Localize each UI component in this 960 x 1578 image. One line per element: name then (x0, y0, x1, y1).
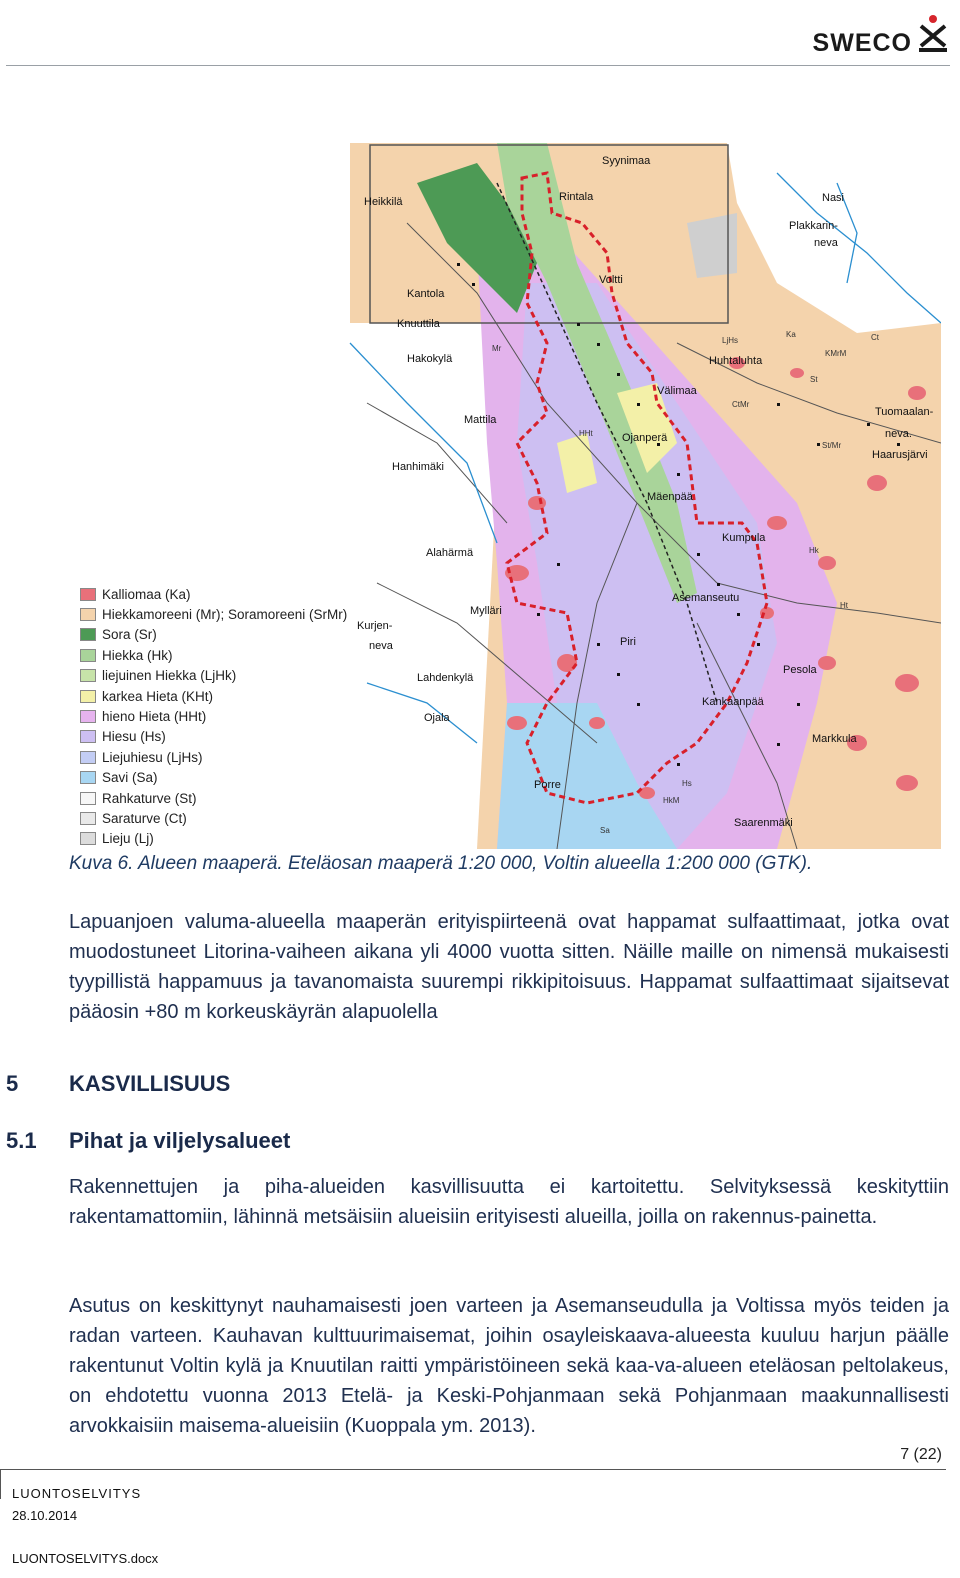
legend-swatch (80, 608, 96, 621)
section-number: 5 (6, 1071, 19, 1096)
map-label-asemanseutu: Asemanseutu (672, 592, 740, 604)
map-label-valimaa: Välimaa (657, 385, 697, 397)
legend-label: Liejuhiesu (LjHs) (102, 749, 203, 765)
legend-label: Rahkaturve (St) (102, 790, 197, 806)
legend-label: hieno Hieta (HHt) (102, 709, 207, 725)
soil-code: KMrM (825, 349, 847, 358)
legend-item (80, 768, 370, 788)
map-label-nasi: Nasi (822, 192, 845, 204)
legend-label: Lieju (Lj) (102, 831, 154, 847)
section-title: KASVILLISUUS (69, 1071, 231, 1096)
soil-code: LjHs (722, 336, 739, 345)
map-label-knuuttila: Knuuttila (397, 318, 440, 330)
map-label-porre: Porre (534, 779, 561, 791)
legend-swatch (80, 730, 96, 743)
map-label-ojala: Ojala (424, 712, 450, 724)
page-number: 7 (22) (900, 1446, 942, 1463)
soil-code: St/Mr (822, 441, 842, 450)
paragraph-built-areas: Rakennettujen ja piha-alueiden kasvillisuutta ei kartoitettu. Selvityksessä keskityttiin rakentamattomiin, lähinnä metsäisiin alueisiin erityisesti alueilla, joilla on rakennus-painetta. (69, 1176, 949, 1228)
legend-item (80, 788, 370, 808)
map-label-huhtaluhta: Huhtaluhta (709, 355, 763, 367)
soil-code: HkM (663, 796, 680, 805)
legend-label: Hiekkamoreeni (Mr); Soramoreeni (SrMr) (102, 607, 348, 623)
map-label-lahdenkyla: Lahdenkylä (417, 672, 474, 684)
legend-swatch (80, 792, 96, 805)
map-label-kurjen: Kurjen- (357, 620, 393, 632)
map-label-hakokyla: Hakokylä (407, 353, 453, 365)
header-rule (6, 65, 950, 66)
soil-code: Ka (786, 330, 796, 339)
legend-item (80, 666, 370, 686)
legend-swatch (80, 710, 96, 723)
map-label-mattila: Mattila (464, 414, 497, 426)
map-label-kankaanpaa: Kankaanpää (702, 696, 764, 708)
paragraph-acid-sulfate: Lapuanjoen valuma-alueella maaperän erityispiirteenä ovat happamat sulfaattimaat, jotka ovat muodostuneet Litorina-vaiheen aikana yli 4000 vuotta sitten. Näille maille on nimensä mukaisesti tyypillistä happamuus ja tavanomaista suurempi rikkipitoisuus. Happamat sulfaattimaat sijaitsevat pääosin +80 m korkeuskäyrän alapuolella (69, 911, 949, 1023)
legend-label: Sora (Sr) (102, 627, 157, 643)
legend-swatch (80, 649, 96, 662)
sweco-logo (813, 6, 950, 56)
map-label-tuomaalan: Tuomaalan- (875, 406, 934, 418)
section-heading (6, 1071, 230, 1097)
legend-item (80, 604, 370, 624)
soil-code: Mr (492, 344, 502, 353)
map-label-markkula: Markkula (812, 733, 857, 745)
legend-swatch (80, 628, 96, 641)
map-label-maenpaa: Mäenpää (647, 491, 693, 503)
legend-item (80, 829, 370, 849)
soil-code: Hs (682, 779, 692, 788)
map-label-neva: neva (814, 237, 838, 249)
map-label-rintala: Rintala (559, 191, 594, 203)
legend-label: Hiekka (Hk) (102, 647, 173, 663)
legend-swatch (80, 751, 96, 764)
logo-text: SWECO (812, 29, 912, 57)
legend-item (80, 686, 370, 706)
soil-code: St (810, 375, 818, 384)
map-label-voltti: Voltti (599, 274, 623, 286)
legend-swatch (80, 832, 96, 845)
legend-swatch (80, 669, 96, 682)
legend-item (80, 645, 370, 665)
paragraph-settlement: Asutus on keskittynyt nauhamaisesti joen varteen ja Asemanseudulla ja Voltissa myös teiden ja radan varteen. Kauhavan kulttuurimaisemat, joihin osayleiskaava-alueesta kuuluu harjun päälle rakentunut Voltin kylä ja Knuutilan raitti ympäristöineen sekä kaa-va-alueen eteläosan peltolakeus, on ehdotettu vuonna 2013 Etelä- ja Keski-Pohjanmaan sekä Pohjanmaan maakunnallisesti arvokkaisiin maisema-alueisiin (Kuoppala ym. 2013). (69, 1295, 949, 1437)
legend-label: Hiesu (Hs) (102, 729, 166, 745)
legend-swatch (80, 690, 96, 703)
map-label-kumpula: Kumpula (722, 532, 766, 544)
map-label-piri: Piri (620, 636, 636, 648)
legend-item (80, 625, 370, 645)
legend-label: karkea Hieta (KHt) (102, 688, 214, 704)
map-label-syynimaa: Syynimaa (602, 155, 651, 167)
map-legend (80, 584, 370, 849)
map-label-haarusjarvi: Haarusjärvi (872, 449, 928, 461)
map-label-alaharma: Alahärmä (426, 547, 474, 559)
legend-swatch (80, 812, 96, 825)
soil-code: Sa (600, 826, 610, 835)
footer-filename: LUONTOSELVITYS.docx (12, 1551, 159, 1566)
map-label-kurjen-neva: neva (369, 640, 393, 652)
soil-code: Ht (840, 601, 848, 610)
footer-date: 28.10.2014 (12, 1508, 78, 1523)
map-label-myllari: Mylläri (470, 605, 502, 617)
subsection-heading (6, 1128, 290, 1154)
legend-item (80, 706, 370, 726)
subsection-title: Pihat ja viljelysalueet (69, 1128, 291, 1153)
map-label-hanhimaki: Hanhimäki (392, 461, 444, 473)
footer-rule (0, 1469, 946, 1470)
footer-rule-vertical (0, 1469, 1, 1499)
footer-doc-title: LUONTOSELVITYS (12, 1486, 142, 1501)
legend-item (80, 747, 370, 767)
soil-code: CtMr (732, 400, 750, 409)
legend-swatch (80, 771, 96, 784)
legend-item (80, 584, 370, 604)
legend-label: Savi (Sa) (102, 770, 158, 786)
legend-label: liejuinen Hiekka (LjHk) (102, 668, 237, 684)
soil-code: Ct (871, 333, 879, 342)
map-label-heikkila: Heikkilä (364, 196, 403, 208)
soil-code: HHt (579, 429, 593, 438)
figure-caption: Kuva 6. Alueen maaperä. Eteläosan maaperä 1:20 000, Voltin alueella 1:200 000 (GTK). (69, 853, 813, 874)
map-label-plakkarin: Plakkarin- (789, 220, 838, 232)
legend-swatch (80, 588, 96, 601)
sweco-logo-icon (916, 12, 950, 56)
legend-item (80, 808, 370, 828)
legend-label: Saraturve (Ct) (102, 810, 187, 826)
map-label-ojanpera: Ojanperä (622, 432, 668, 444)
legend-label: Kalliomaa (Ka) (102, 586, 191, 602)
map-label-kantola: Kantola (407, 288, 445, 300)
map-label-tuomaalan-neva: neva. (885, 428, 912, 440)
soil-code: Hk (809, 546, 819, 555)
subsection-number: 5.1 (6, 1128, 37, 1153)
map-label-saarenmaki: Saarenmäki (734, 817, 793, 829)
map-label-pesola: Pesola (783, 664, 817, 676)
legend-item (80, 727, 370, 747)
